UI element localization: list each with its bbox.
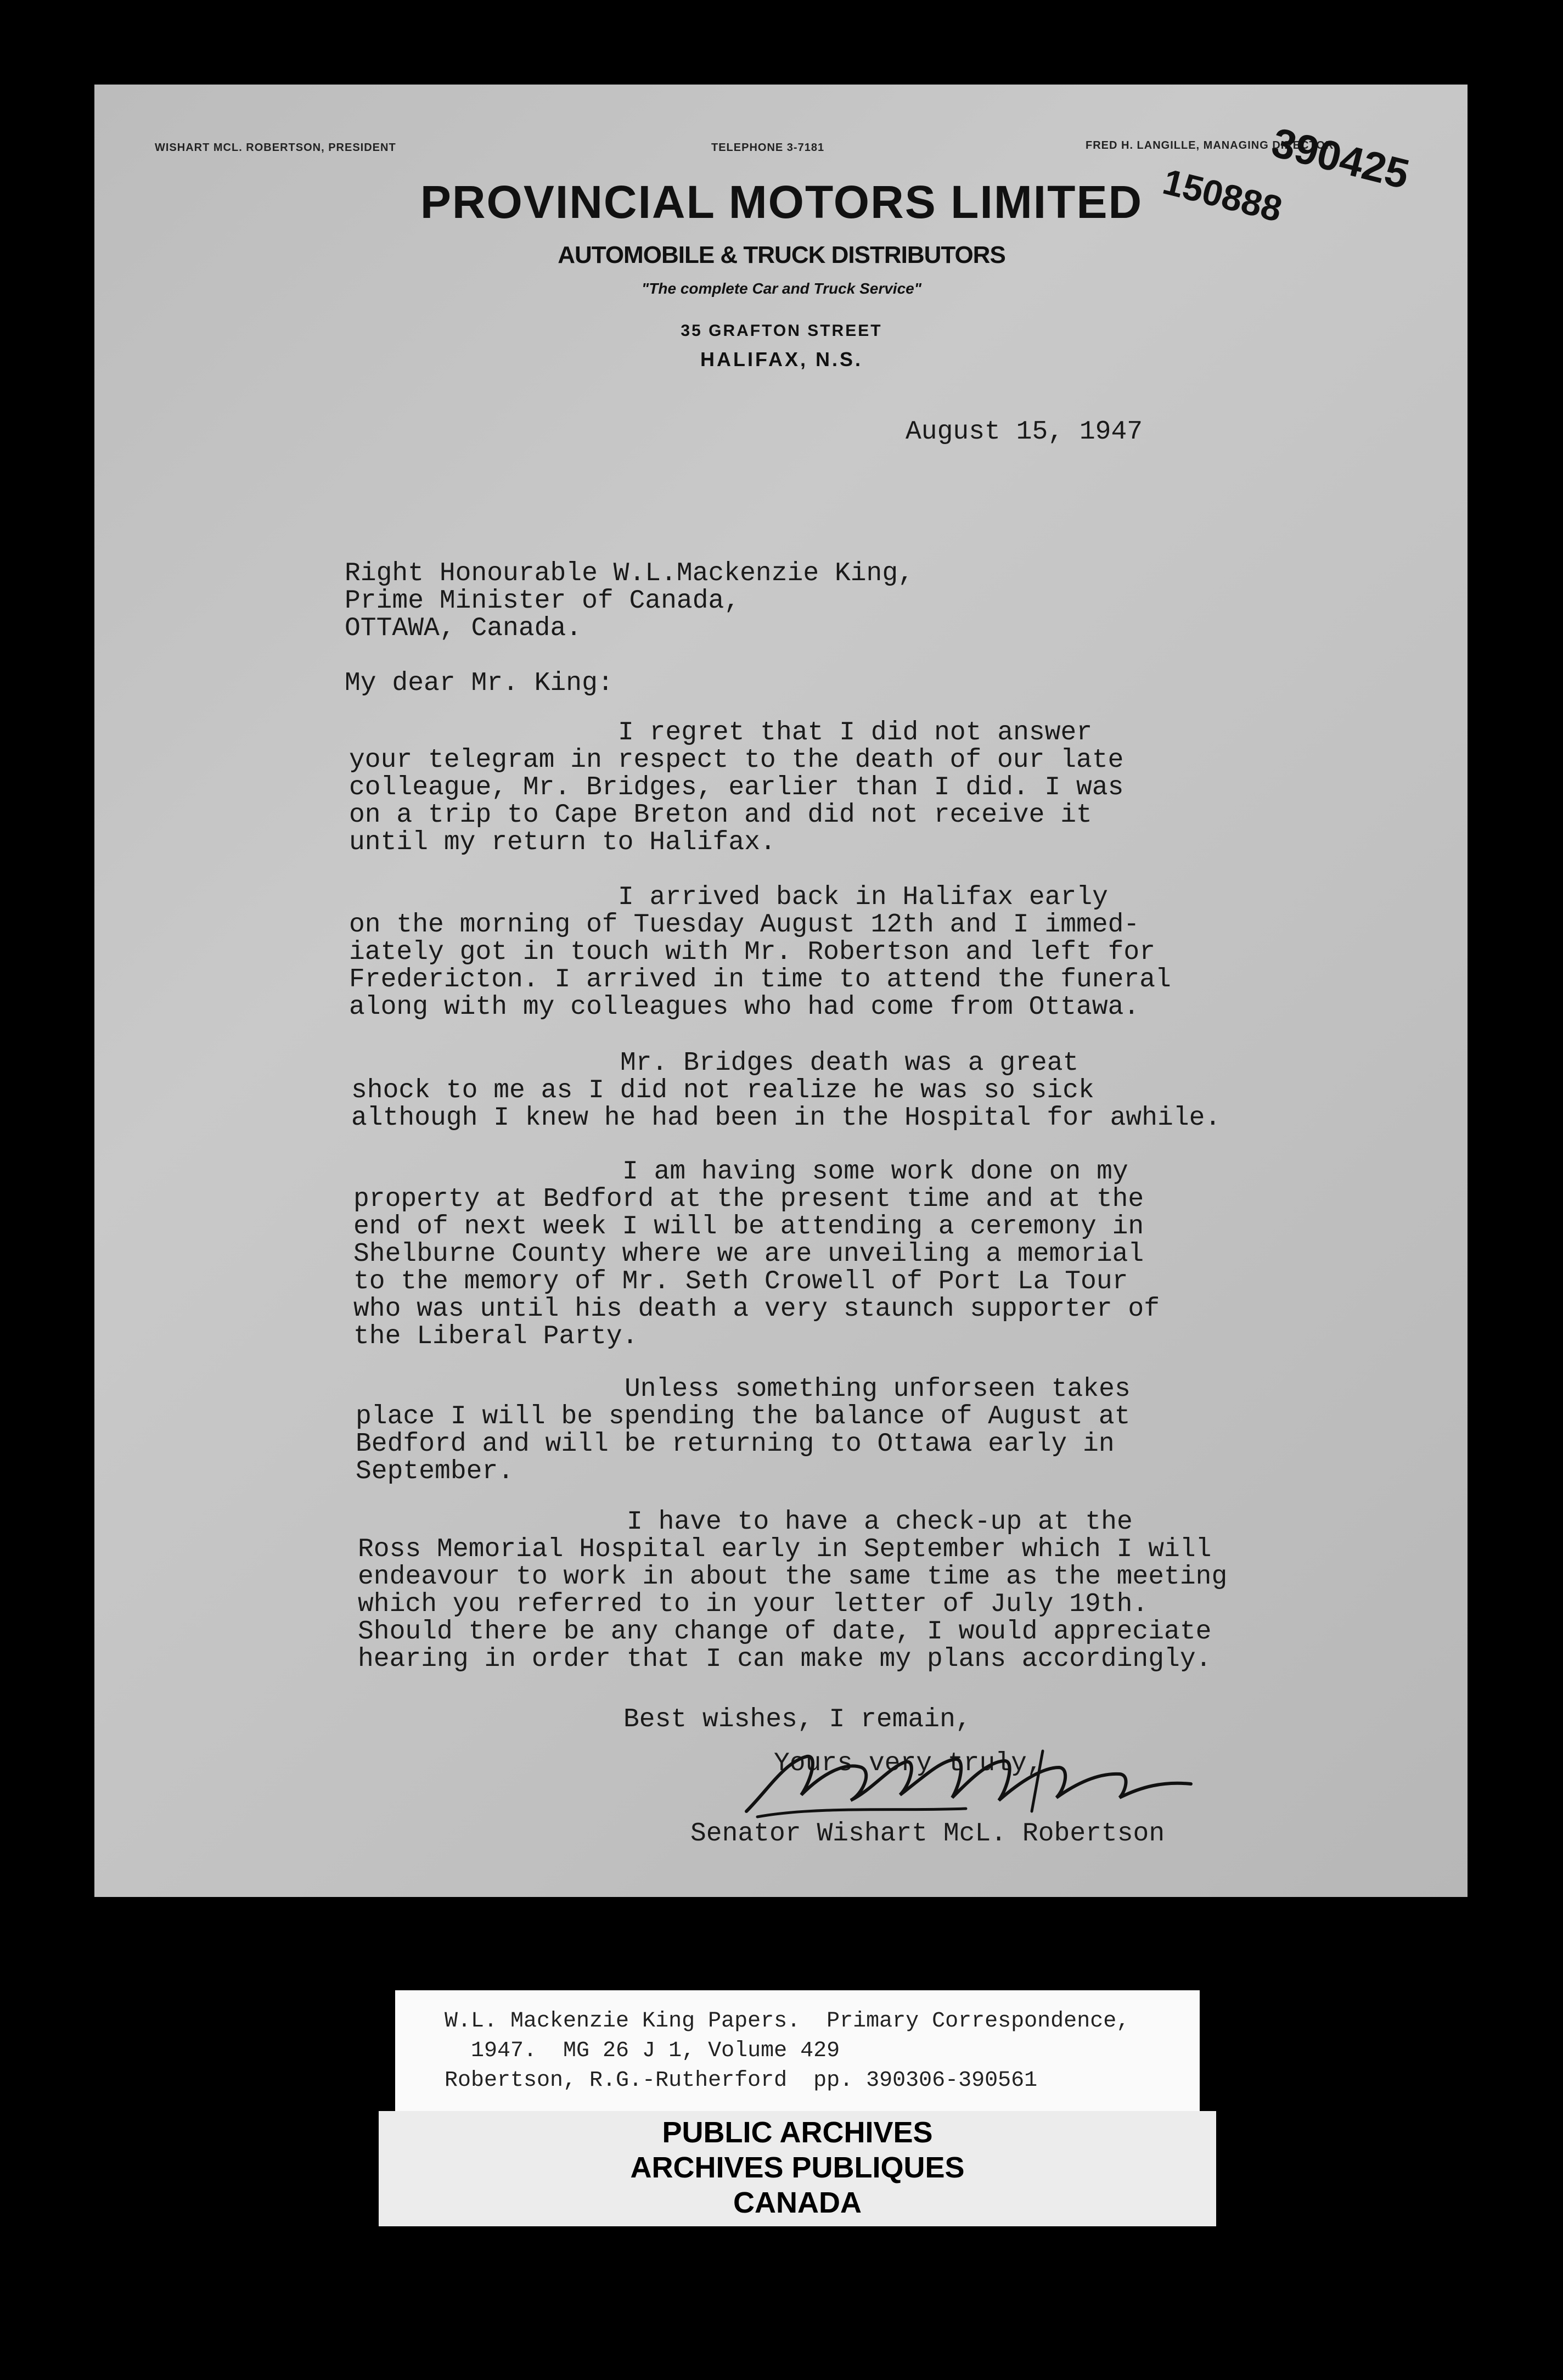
company-name: PROVINCIAL MOTORS LIMITED [420,176,1143,228]
letterhead-telephone: TELEPHONE 3-7181 [711,142,825,154]
paragraph-line: on a trip to Cape Breton and did not receive it [349,800,1092,830]
paragraph-line: Shelburne County where we are unveiling a memorial [353,1239,1144,1269]
recipient-block [345,560,914,642]
valediction: Yours very truly, [774,1749,1043,1778]
recipient-line: Prime Minister of Canada, [345,586,740,616]
paragraph-line: September. [356,1457,514,1486]
paragraph [358,1508,1227,1673]
paragraph-line: which you referred to in your letter of July 19th. [358,1590,1149,1619]
paragraph-line: I arrived back in Halifax early [618,883,1108,912]
paragraph-line: iately got in touch with Mr. Robertson and left for [349,938,1156,967]
signatory-name: Senator Wishart McL. Robertson [690,1819,1165,1849]
paragraph [349,884,1171,1021]
paragraph-line: the Liberal Party. [353,1322,638,1351]
paragraph-line: I regret that I did not answer [618,718,1093,748]
paragraph-line: Fredericton. I arrived in time to attend the funeral [349,965,1171,995]
paragraph-line: place I will be spending the balance of August at [356,1402,1131,1432]
salutation: My dear Mr. King: [345,669,614,698]
street-address: 35 GRAFTON STREET [681,322,882,340]
letterhead-director: FRED H. LANGILLE, MANAGING DIRECTOR [1086,139,1334,151]
paragraph-line: Ross Memorial Hospital early in September which I will [358,1535,1212,1564]
paragraph-line: Mr. Bridges death was a great [620,1048,1079,1078]
paragraph-line: to the memory of Mr. Seth Crowell of Port La Tour [353,1267,1128,1296]
paragraph-line: Should there be any change of date, I would appreciate [358,1617,1212,1647]
business-line: AUTOMOBILE & TRUCK DISTRIBUTORS [558,242,1005,268]
closing: Best wishes, I remain, [623,1705,971,1735]
paragraph-line: along with my colleagues who had come from Ottawa. [349,992,1140,1022]
paragraph [349,719,1123,856]
city-address: HALIFAX, N.S. [700,348,863,371]
archive-stamp-panel [379,2111,1216,2226]
paragraph-line: until my return to Halifax. [349,828,776,857]
paragraph-line: end of next week I will be attending a ceremony in [353,1212,1144,1242]
archive-label-line: 1947. MG 26 J 1, Volume 429 [445,2039,840,2063]
public-archives-text: PUBLIC ARCHIVES [662,2116,933,2149]
paragraph-line: I am having some work done on my [622,1157,1128,1187]
letter-date: August 15, 1947 [906,417,1143,447]
paragraph-line: colleague, Mr. Bridges, earlier than I did. I was [349,773,1124,802]
paragraph-line: endeavour to work in about the same time as the meeting [358,1562,1228,1592]
archives-publiques-text: ARCHIVES PUBLIQUES [630,2151,965,2184]
paragraph-line: Bedford and will be returning to Ottawa early in [356,1429,1115,1459]
slogan: "The complete Car and Truck Service" [641,280,921,297]
archive-label-line: W.L. Mackenzie King Papers. Primary Correspondence, [445,2009,1130,2034]
recipient-line: OTTAWA, Canada. [345,614,582,643]
paragraph-line: hearing in order that I can make my plans accordingly. [358,1644,1212,1674]
paragraph-line: although I knew he had been in the Hospital for awhile. [351,1103,1221,1133]
paragraph [353,1158,1160,1350]
archive-label-line: Robertson, R.G.-Rutherford pp. 390306-390561 [445,2068,1038,2093]
paragraph-line: on the morning of Tuesday August 12th and I immed- [349,910,1140,940]
letterhead-president: WISHART MCL. ROBERTSON, PRESIDENT [155,142,396,154]
paragraph-line: Unless something unforseen takes [625,1374,1131,1404]
old-number-stamp: 150888 [1159,160,1286,230]
paragraph-line: shock to me as I did not realize he was so sick [351,1076,1094,1105]
recipient-line: Right Honourable W.L.Mackenzie King, [345,559,914,588]
archive-label-card [395,1990,1200,2114]
page-number-stamp: 390425 [1267,119,1414,198]
paragraph-line: your telegram in respect to the death of our late [349,745,1124,775]
paragraph [351,1049,1221,1132]
paragraph-line: property at Bedford at the present time and at the [353,1185,1144,1214]
paragraph [356,1376,1131,1485]
paragraph-line: who was until his death a very staunch supporter of [353,1294,1160,1324]
paragraph-line: I have to have a check-up at the [627,1507,1133,1537]
canada-text: CANADA [733,2186,862,2219]
